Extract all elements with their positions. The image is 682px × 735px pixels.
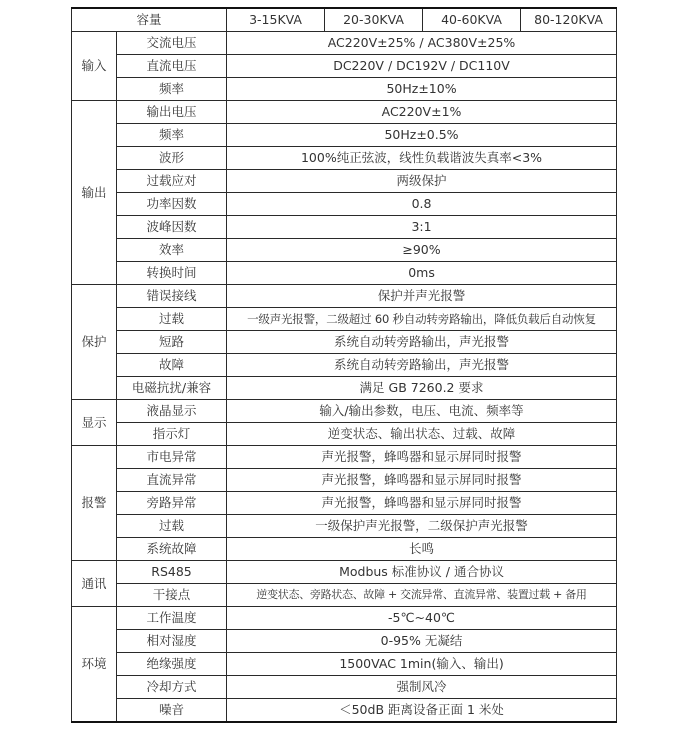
parameter-label: 故障: [117, 354, 227, 377]
parameter-label: 液晶显示: [117, 400, 227, 423]
spec-row: [72, 147, 617, 170]
parameter-label: 频率: [117, 124, 227, 147]
parameter-value: ＜50dB 距离设备正面 1 米处: [227, 699, 617, 723]
parameter-label: 旁路异常: [117, 492, 227, 515]
spec-row: [72, 676, 617, 699]
spec-row: [72, 78, 617, 101]
parameter-value: 强制风冷: [227, 676, 617, 699]
parameter-value: 0.8: [227, 193, 617, 216]
parameter-value: AC220V±25% / AC380V±25%: [227, 32, 617, 55]
parameter-value: 50Hz±0.5%: [227, 124, 617, 147]
capacity-cell: 40-60KVA: [423, 8, 521, 32]
parameter-label: 系统故障: [117, 538, 227, 561]
spec-row: [72, 561, 617, 584]
spec-row: [72, 331, 617, 354]
parameter-label: 绝缘强度: [117, 653, 227, 676]
parameter-label: 效率: [117, 239, 227, 262]
parameter-value: 50Hz±10%: [227, 78, 617, 101]
parameter-label: 相对湿度: [117, 630, 227, 653]
section-group-label: 显示: [72, 400, 117, 446]
section-group-label: 环境: [72, 607, 117, 723]
spec-row: [72, 469, 617, 492]
parameter-label: 输出电压: [117, 101, 227, 124]
parameter-value: 逆变状态、旁路状态、故障 + 交流异常、直流异常、装置过载 + 备用: [227, 584, 617, 607]
parameter-label: 交流电压: [117, 32, 227, 55]
capacity-cell: 20-30KVA: [325, 8, 423, 32]
section-group-label: 输出: [72, 101, 117, 285]
parameter-value: DC220V / DC192V / DC110V: [227, 55, 617, 78]
parameter-value: 一级声光报警，二级超过 60 秒自动转旁路输出，降低负载后自动恢复: [227, 308, 617, 331]
spec-table: [71, 7, 617, 723]
spec-row: [72, 446, 617, 469]
spec-row: [72, 699, 617, 723]
parameter-label: 噪音: [117, 699, 227, 723]
parameter-value: 系统自动转旁路输出，声光报警: [227, 331, 617, 354]
section-group-label: 输入: [72, 32, 117, 101]
spec-row: [72, 193, 617, 216]
spec-row: [72, 584, 617, 607]
parameter-value: AC220V±1%: [227, 101, 617, 124]
parameter-value: 100%纯正弦波，线性负载谐波失真率<3%: [227, 147, 617, 170]
spec-row: [72, 653, 617, 676]
parameter-label: 功率因数: [117, 193, 227, 216]
parameter-value: 0-95% 无凝结: [227, 630, 617, 653]
parameter-value: 声光报警，蜂鸣器和显示屏同时报警: [227, 446, 617, 469]
spec-row: [72, 32, 617, 55]
spec-row: [72, 170, 617, 193]
spec-row: [72, 630, 617, 653]
spec-row: [72, 423, 617, 446]
parameter-label: 短路: [117, 331, 227, 354]
spec-row: [72, 239, 617, 262]
section-group-label: 通讯: [72, 561, 117, 607]
spec-table-body: [72, 8, 617, 722]
spec-row: [72, 377, 617, 400]
parameter-value: 两级保护: [227, 170, 617, 193]
section-group-label: 保护: [72, 285, 117, 400]
spec-row: [72, 492, 617, 515]
spec-row: [72, 285, 617, 308]
header-row: [72, 8, 617, 32]
spec-row: [72, 101, 617, 124]
parameter-value: 输入/输出参数，电压、电流、频率等: [227, 400, 617, 423]
parameter-label: 市电异常: [117, 446, 227, 469]
parameter-label: 直流异常: [117, 469, 227, 492]
parameter-value: 系统自动转旁路输出，声光报警: [227, 354, 617, 377]
parameter-value: 满足 GB 7260.2 要求: [227, 377, 617, 400]
parameter-value: 0ms: [227, 262, 617, 285]
capacity-cell: 80-120KVA: [521, 8, 617, 32]
parameter-label: 频率: [117, 78, 227, 101]
spec-row: [72, 538, 617, 561]
parameter-label: 过载应对: [117, 170, 227, 193]
parameter-value: -5℃~40℃: [227, 607, 617, 630]
parameter-label: 过载: [117, 308, 227, 331]
parameter-value: 声光报警，蜂鸣器和显示屏同时报警: [227, 469, 617, 492]
parameter-label: 转换时间: [117, 262, 227, 285]
parameter-value: ≥90%: [227, 239, 617, 262]
parameter-label: 波峰因数: [117, 216, 227, 239]
spec-row: [72, 400, 617, 423]
capacity-cell: 3-15KVA: [227, 8, 325, 32]
parameter-label: 波形: [117, 147, 227, 170]
spec-row: [72, 308, 617, 331]
spec-row: [72, 515, 617, 538]
parameter-value: 逆变状态、输出状态、过载、故障: [227, 423, 617, 446]
parameter-value: 3:1: [227, 216, 617, 239]
parameter-label: 指示灯: [117, 423, 227, 446]
parameter-value: 长鸣: [227, 538, 617, 561]
parameter-label: RS485: [117, 561, 227, 584]
spec-row: [72, 124, 617, 147]
spec-row: [72, 55, 617, 78]
parameter-label: 错误接线: [117, 285, 227, 308]
parameter-value: Modbus 标准协议 / 通合协议: [227, 561, 617, 584]
parameter-value: 声光报警，蜂鸣器和显示屏同时报警: [227, 492, 617, 515]
parameter-value: 1500VAC 1min(输入、输出): [227, 653, 617, 676]
parameter-label: 干接点: [117, 584, 227, 607]
parameter-label: 电磁抗扰/兼容: [117, 377, 227, 400]
spec-row: [72, 607, 617, 630]
parameter-label: 过载: [117, 515, 227, 538]
parameter-label: 直流电压: [117, 55, 227, 78]
spec-row: [72, 262, 617, 285]
header-label: 容量: [72, 8, 227, 32]
parameter-value: 保护并声光报警: [227, 285, 617, 308]
parameter-value: 一级保护声光报警，二级保护声光报警: [227, 515, 617, 538]
spec-row: [72, 216, 617, 239]
parameter-label: 工作温度: [117, 607, 227, 630]
spec-row: [72, 354, 617, 377]
parameter-label: 冷却方式: [117, 676, 227, 699]
section-group-label: 报警: [72, 446, 117, 561]
